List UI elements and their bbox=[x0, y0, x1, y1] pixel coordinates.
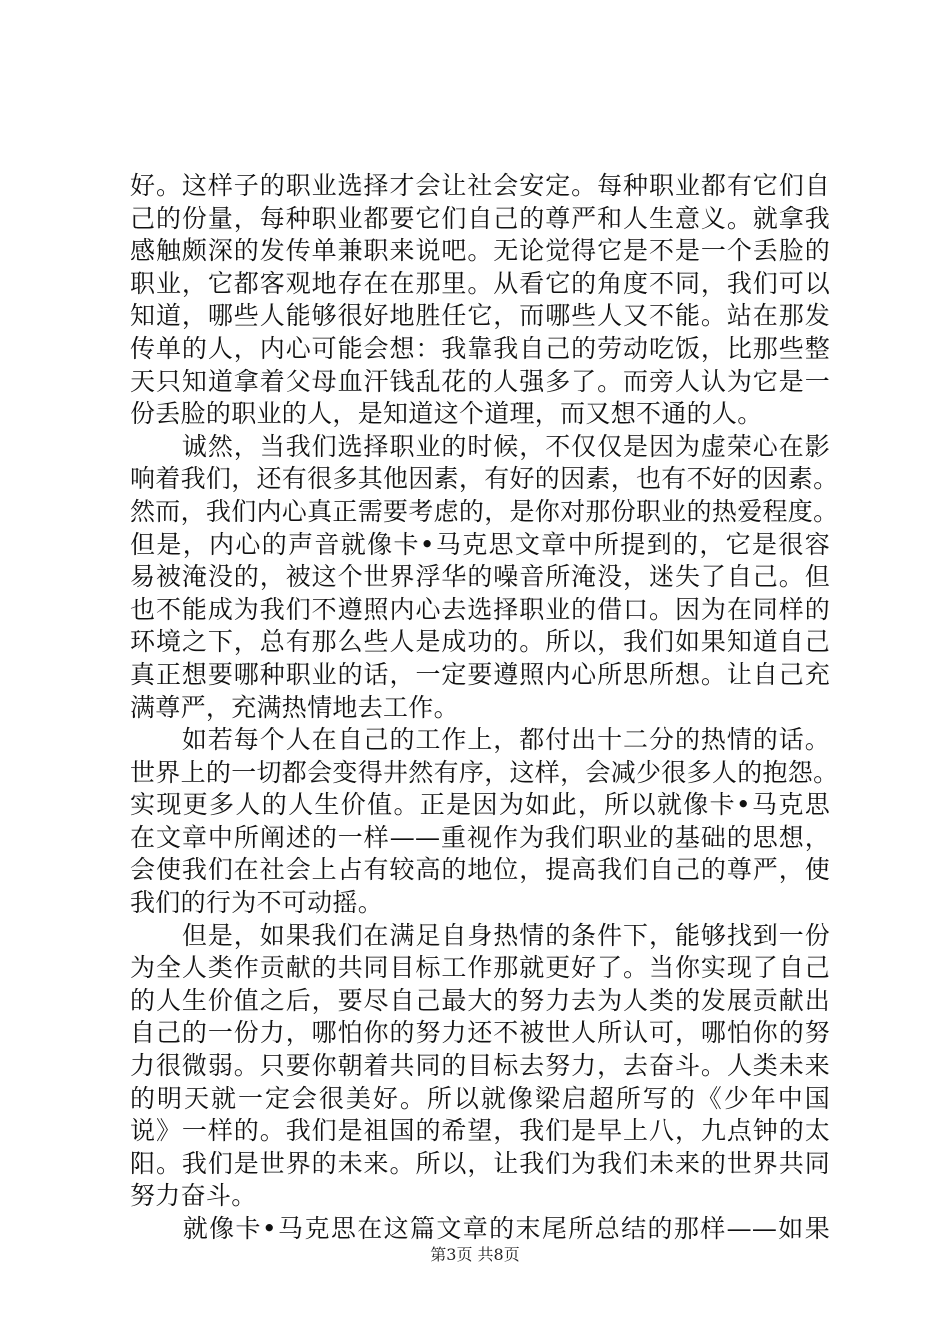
text-line: 我们的行为不可动摇。 bbox=[130, 888, 384, 918]
text-line: 传单的人，内心可能会想：我靠我自己的劳动吃饭，比那些整 bbox=[130, 333, 830, 363]
text-line: 世界上的一切都会变得井然有序，这样，会减少很多人的抱怨。 bbox=[130, 757, 839, 787]
text-line: 的人生价值之后，要尽自己最大的努力去为人类的发展贡献出 bbox=[130, 985, 830, 1015]
text-line: 满尊严，充满热情地去工作。 bbox=[130, 692, 459, 722]
text-line: 好。这样子的职业选择才会让社会安定。每种职业都有它们自 bbox=[130, 171, 830, 200]
text-line: 环境之下，总有那么些人是成功的。所以，我们如果知道自己 bbox=[130, 627, 830, 657]
text-line: 在文章中所阐述的一样——重视作为我们职业的基础的思想， bbox=[130, 822, 830, 852]
text-line: 如若每个人在自己的工作上，都付出十二分的热情的话。 bbox=[130, 725, 830, 755]
text-line: 己的份量，每种职业都要它们自己的尊严和人生意义。就拿我 bbox=[130, 203, 830, 233]
text-line: 知道，哪些人能够很好地胜任它，而哪些人又不能。站在那发 bbox=[130, 301, 830, 331]
text-line: 但是，内心的声音就像卡•马克思文章中所提到的，它是很容 bbox=[130, 529, 830, 559]
text-line: 说》一样的。我们是祖国的希望，我们是早上八，九点钟的太 bbox=[130, 1116, 830, 1146]
text-line: 份丢脸的职业的人，是知道这个道理，而又想不通的人。 bbox=[130, 399, 763, 429]
text-line: 职业，它都客观地存在在那里。从看它的角度不同，我们可以 bbox=[130, 268, 830, 298]
text-line: 感触颇深的发传单兼职来说吧。无论觉得它是不是一个丢脸的 bbox=[130, 236, 830, 266]
text-line: 力很微弱。只要你朝着共同的目标去努力，去奋斗。人类未来 bbox=[130, 1051, 830, 1081]
text-line: 易被淹没的，被这个世界浮华的噪音所淹没，迷失了自己。但 bbox=[130, 562, 830, 592]
body-text bbox=[130, 170, 839, 1246]
text-line: 真正想要哪种职业的话，一定要遵照内心所思所想。让自己充 bbox=[130, 659, 830, 689]
text-line: 但是，如果我们在满足自身热情的条件下，能够找到一份 bbox=[130, 920, 830, 950]
page-number-footer: 第3页 共8页 bbox=[430, 1245, 520, 1264]
text-line: 的明天就一定会很美好。所以就像梁启超所写的《少年中国 bbox=[130, 1083, 830, 1113]
text-line: 就像卡•马克思在这篇文章的末尾所总结的那样——如果 bbox=[130, 1214, 830, 1243]
text-line: 自己的一份力，哪怕你的努力还不被世人所认可，哪怕你的努 bbox=[130, 1018, 830, 1048]
text-line: 努力奋斗。 bbox=[130, 1181, 257, 1211]
text-line: 实现更多人的人生价值。正是因为如此，所以就像卡•马克思 bbox=[130, 790, 830, 820]
text-line: 也不能成为我们不遵照内心去选择职业的借口。因为在同样的 bbox=[130, 594, 830, 624]
text-line: 天只知道拿着父母血汗钱乱花的人强多了。而旁人认为它是一 bbox=[130, 366, 830, 396]
text-line: 阳。我们是世界的未来。所以，让我们为我们未来的世界共同 bbox=[130, 1148, 830, 1178]
text-line: 然而，我们内心真正需要考虑的，是你对那份职业的热爱程度。 bbox=[130, 496, 839, 526]
text-line: 会使我们在社会上占有较高的地位，提高我们自己的尊严，使 bbox=[130, 855, 830, 885]
text-line: 诚然，当我们选择职业的时候，不仅仅是因为虚荣心在影 bbox=[130, 431, 830, 461]
text-line: 为全人类作贡献的共同目标工作那就更好了。当你实现了自己 bbox=[130, 953, 830, 983]
text-line: 响着我们，还有很多其他因素，有好的因素，也有不好的因素。 bbox=[130, 464, 839, 494]
